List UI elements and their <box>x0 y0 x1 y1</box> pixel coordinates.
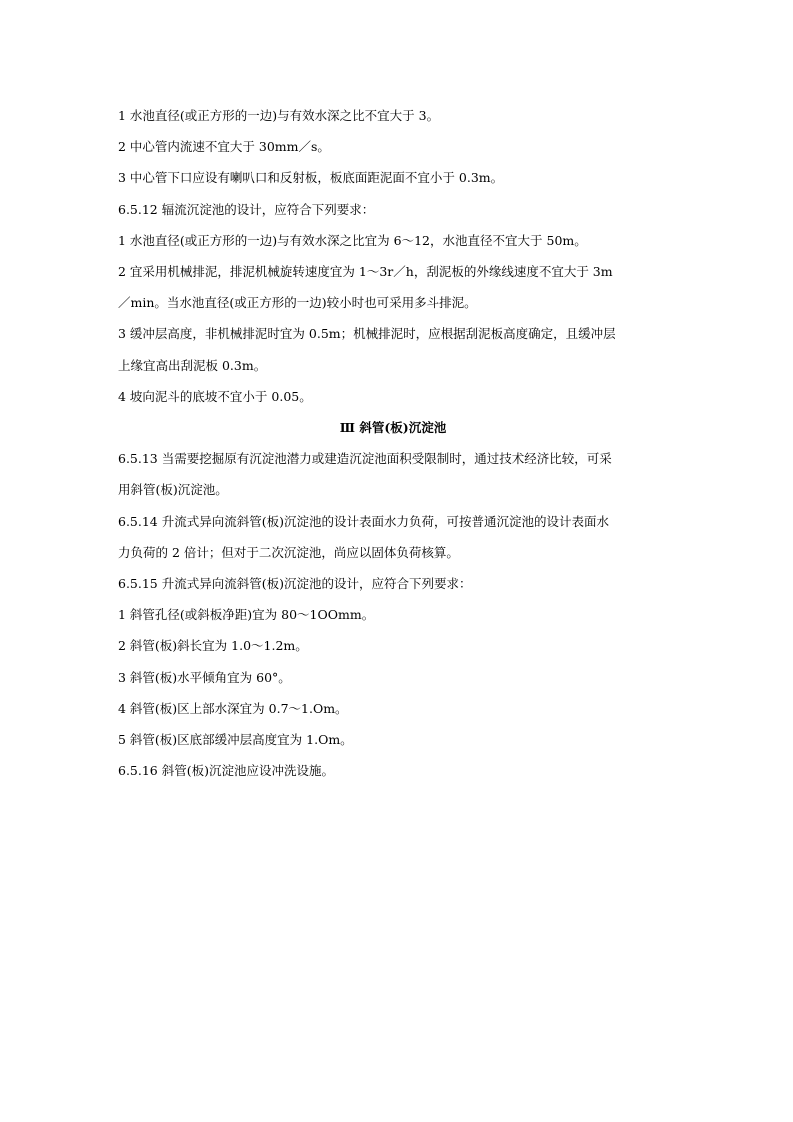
paragraph-line: 用斜管(板)沉淀池。 <box>118 482 228 498</box>
paragraph-line: 上缘宜高出刮泥板 0.3m。 <box>118 357 267 373</box>
paragraph-line: 1 斜管孔径(或斜板净距)宜为 80～1OOmm。 <box>118 607 375 623</box>
paragraph-line: 2 宜采用机械排泥，排泥机械旋转速度宜为 1～3r／h，刮泥板的外缘线速度不宜大于 3m <box>118 264 613 280</box>
paragraph-line: 3 中心管下口应设有喇叭口和反射板，板底面距泥面不宜小于 0.3m。 <box>118 170 504 186</box>
clause-heading: 6.5.14 升流式异向流斜管(板)沉淀池的设计表面水力负荷，可按普通沉淀池的设计表面水 <box>118 513 609 529</box>
paragraph-line: 4 坡向泥斗的底坡不宜小于 0.05。 <box>118 388 312 404</box>
clause-heading: 6.5.12 辐流沉淀池的设计，应符合下列要求： <box>118 201 375 217</box>
paragraph-line: 2 斜管(板)斜长宜为 1.0～1.2m。 <box>118 638 308 654</box>
paragraph-line: 1 水池直径(或正方形的一边)与有效水深之比宜为 6～12，水池直径不宜大于 50m。 <box>118 232 587 248</box>
paragraph-line: 3 斜管(板)水平倾角宜为 60°。 <box>118 669 291 685</box>
paragraph-line: 2 中心管内流速不宜大于 30mm／s。 <box>118 139 330 155</box>
clause-heading: 6.5.15 升流式异向流斜管(板)沉淀池的设计，应符合下列要求： <box>118 576 472 592</box>
paragraph-line: 4 斜管(板)区上部水深宜为 0.7～1.Om。 <box>118 700 348 716</box>
paragraph-line: ／min。当水池直径(或正方形的一边)较小时也可采用多斗排泥。 <box>118 295 477 311</box>
clause-heading: 6.5.13 当需要挖掘原有沉淀池潜力或建造沉淀池面积受限制时，通过技术经济比较，可采 <box>118 451 612 467</box>
document-page <box>118 100 668 786</box>
paragraph-line: 力负荷的 2 倍计；但对于二次沉淀池，尚应以固体负荷核算。 <box>118 544 459 560</box>
paragraph-line: 5 斜管(板)区底部缓冲层高度宜为 1.Om。 <box>118 732 353 748</box>
paragraph-line: 3 缓冲层高度，非机械排泥时宜为 0.5m；机械排泥时，应根据刮泥板高度确定，且缓冲层 <box>118 326 616 342</box>
paragraph-line: 1 水池直径(或正方形的一边)与有效水深之比不宜大于 3。 <box>118 108 440 123</box>
clause-heading: 6.5.16 斜管(板)沉淀池应设冲洗设施。 <box>118 763 334 779</box>
section-title: Ⅲ 斜管(板)沉淀池 <box>339 420 447 436</box>
